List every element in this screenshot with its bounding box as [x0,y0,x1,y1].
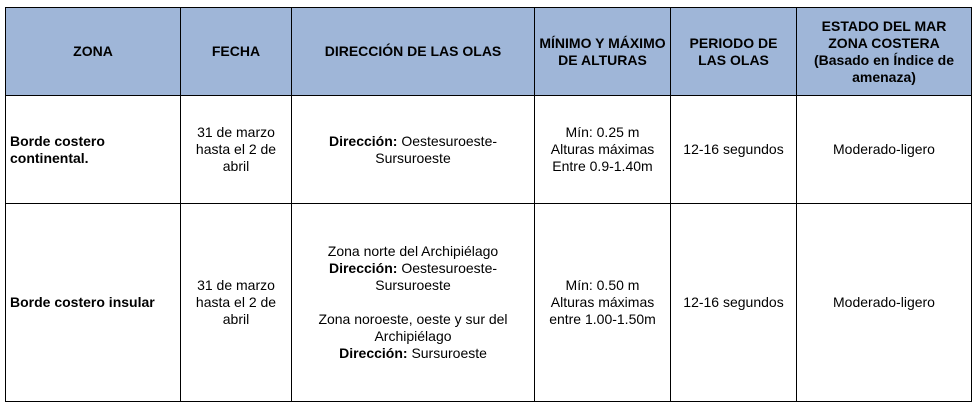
cell-estado: Moderado-ligero [797,204,972,402]
direccion-label: Dirección: [328,132,398,149]
direccion-zone: Zona noroeste, oeste y sur del Archipiélago [318,311,508,344]
cell-alturas [535,204,671,402]
header-row [6,8,972,96]
header-zona: ZONA [6,8,181,96]
direccion-line [296,345,530,362]
cell-fecha: 31 de marzo hasta el 2 de abril [181,96,292,204]
header-direccion: DIRECCIÓN DE LAS OLAS [292,8,535,96]
alturas-max-label: Alturas máximas [550,294,655,310]
cell-direccion [292,204,535,402]
header-alturas: MÍNIMO Y MÁXIMO DE ALTURAS [535,8,671,96]
direccion-value: Oestesuroeste-Sursuroeste [375,132,498,166]
table-row [6,204,972,402]
cell-zona: Borde costero continental. [6,96,181,204]
direccion-label: Dirección: [339,345,408,361]
header-estado [797,8,972,96]
cell-periodo: 12-16 segundos [671,204,797,402]
forecast-table [5,7,972,402]
spacer [296,294,530,311]
direccion-value: Sursuroeste [411,345,487,361]
header-periodo: PERIODO DE LAS OLAS [671,8,797,96]
cell-estado: Moderado-ligero [797,96,972,204]
alturas-min: Mín: 0.25 m [565,124,640,140]
header-estado-title: ESTADO DEL MAR ZONA COSTERA [821,17,947,51]
header-estado-subtitle: (Basado en Índice de amenaza) [813,51,955,85]
direccion-label: Dirección: [328,260,398,276]
cell-periodo: 12-16 segundos [671,96,797,204]
direccion-value: Oestesuroeste-Sursuroeste [375,260,498,293]
alturas-max-value: entre 1.00-1.50m [549,311,656,327]
alturas-min: Mín: 0.50 m [565,277,640,293]
alturas-max-label: Alturas máximas [550,141,655,157]
header-fecha: FECHA [181,8,292,96]
cell-direccion [292,96,535,204]
table-row [6,96,972,204]
cell-fecha: 31 de marzo hasta el 2 de abril [181,204,292,402]
direccion-zone: Zona norte del Archipiélago [327,243,499,259]
cell-zona: Borde costero insular [6,204,181,402]
cell-alturas [535,96,671,204]
alturas-max-value: Entre 0.9-1.40m [552,158,653,174]
direccion-line [296,260,530,294]
